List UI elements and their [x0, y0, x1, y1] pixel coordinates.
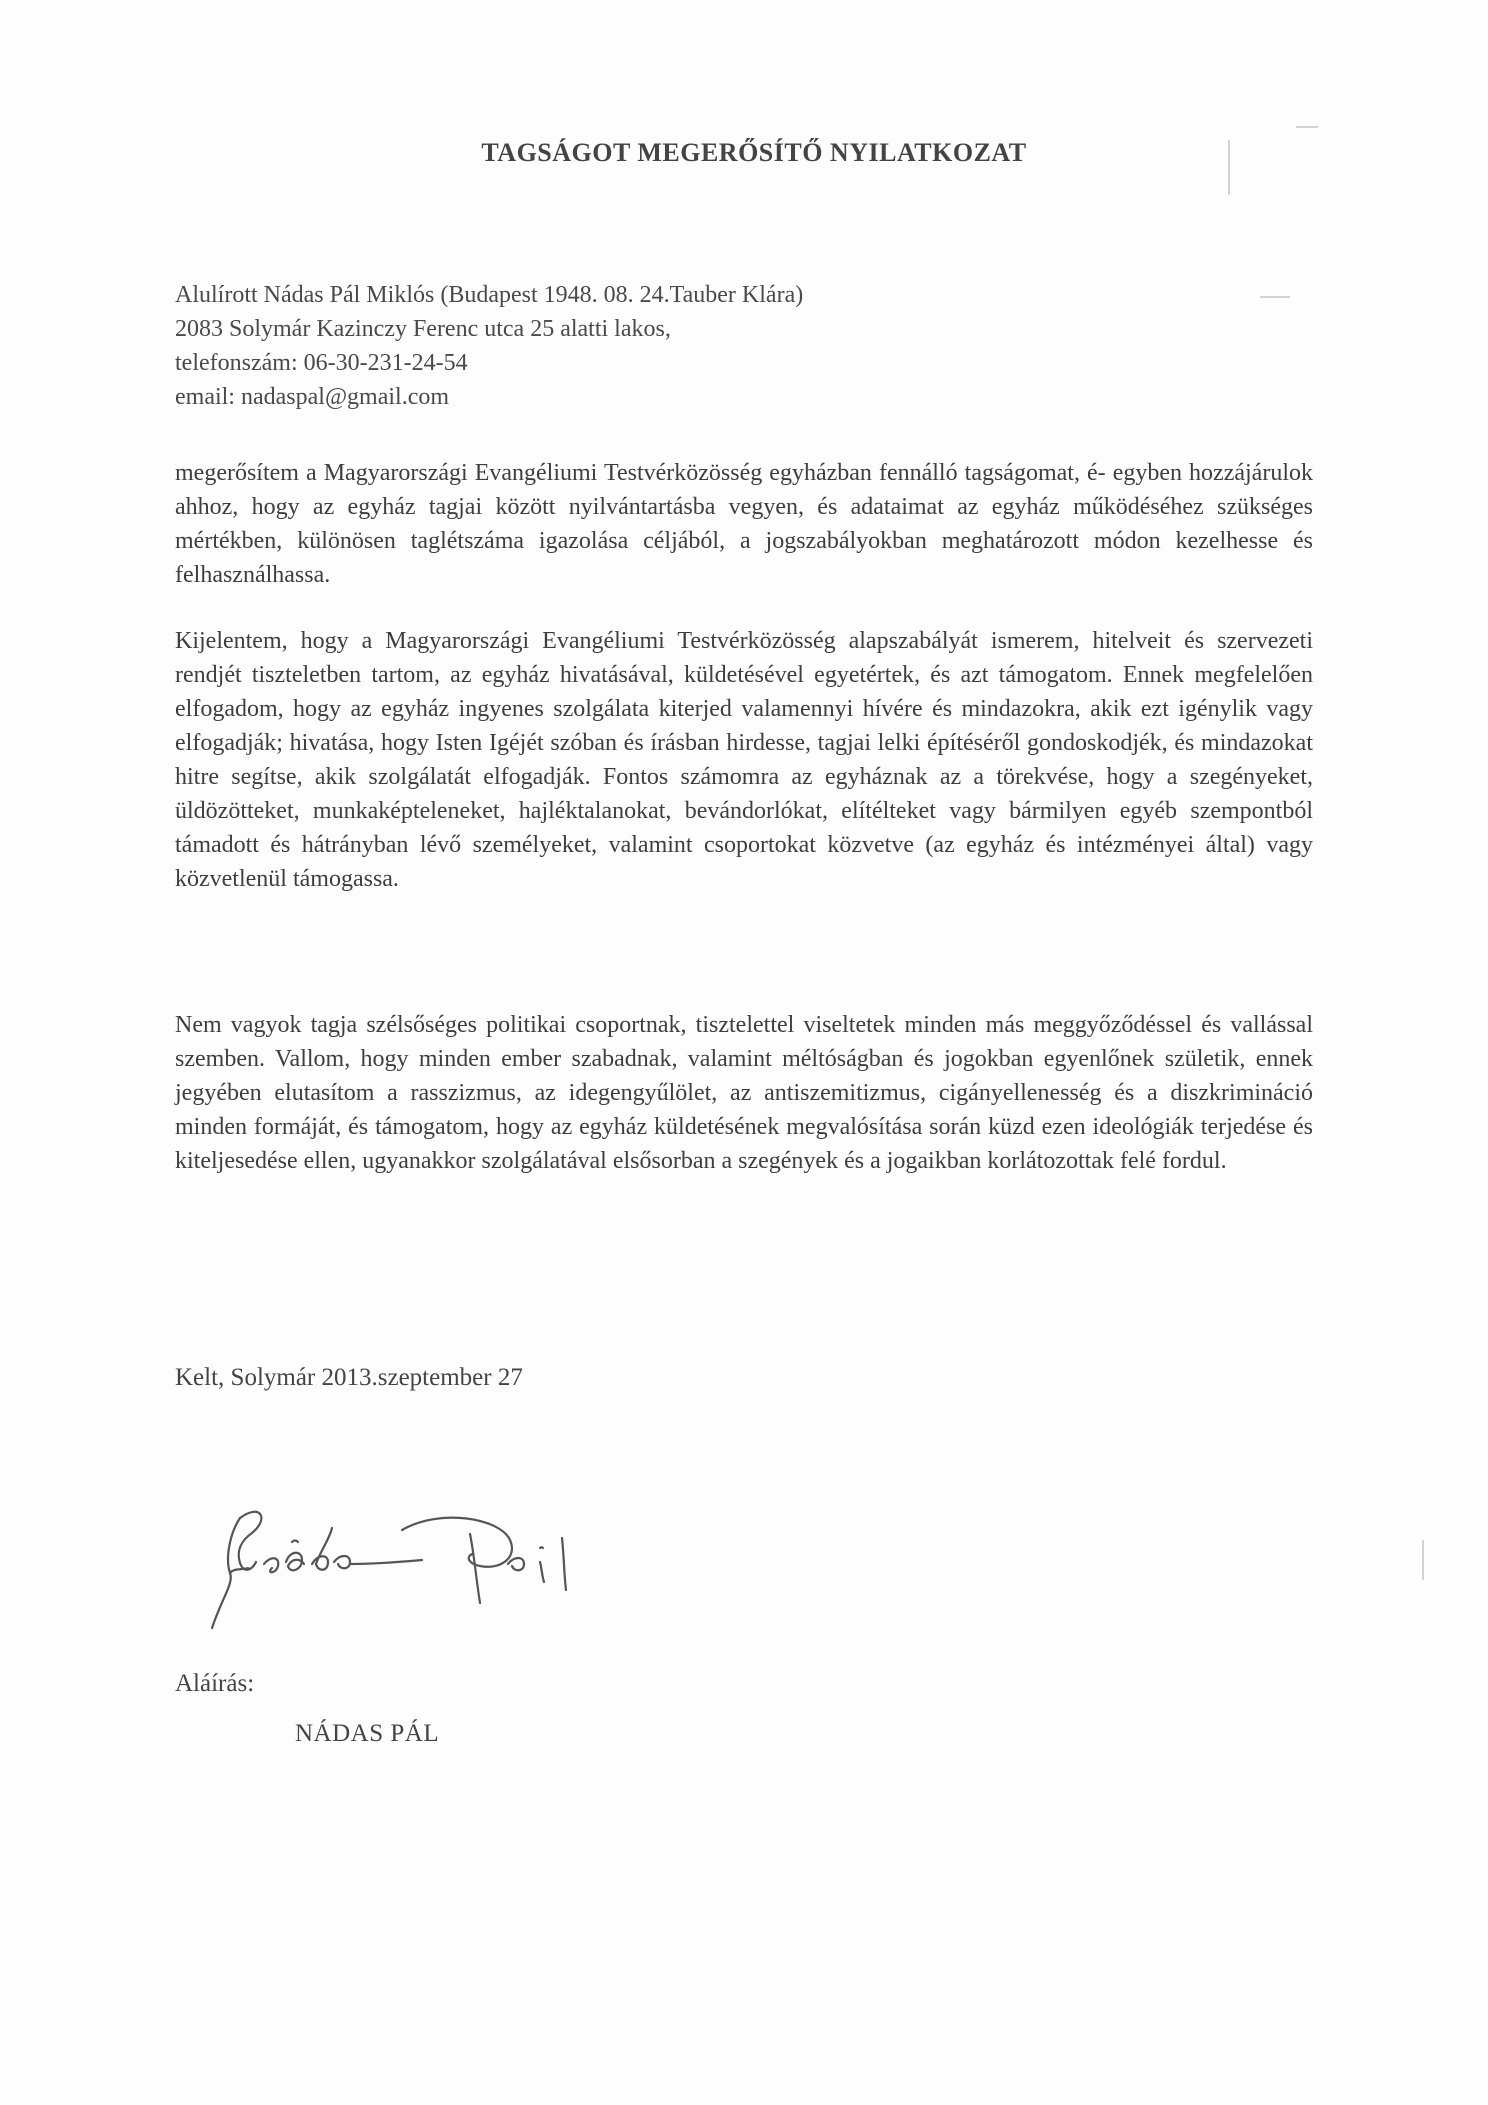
declarant-email-line: email: nadaspal@gmail.com [175, 384, 450, 410]
declarant-address-line: 2083 Solymár Kazinczy Ferenc utca 25 alatti lakos, [175, 316, 671, 342]
declarant-name-line: Alulírott Nádas Pál Miklós (Budapest 1948. 08. 24.Tauber Klára) [175, 282, 804, 308]
scan-artifact [1228, 140, 1230, 195]
dateline: Kelt, Solymár 2013.szeptember 27 [175, 1364, 523, 1391]
declarant-details [175, 278, 803, 414]
paragraph-declaration: Kijelentem, hogy a Magyarországi Evangéliumi Testvérközösség alapszabályát ismerem, hitelveit és szervezeti rendjét tiszteletben tartom, az egyház hivatásával, küldetésével egyetértek, és azt támogatom. Ennek megfelelően elfogadom, hogy az egyház ingyenes szolgálata kiterjed valamennyi hívére és mindazokra, akik ezt igénylik vagy elfogadják; hivatása, hogy Isten Igéjét szóban és írásban hirdesse, tagjai lelki építéséről gondoskodjék, és mindazokat hitre segítse, akik szolgálatát elfogadják. Fontos számomra az egyháznak az a törekvése, hogy a szegényeket, üldözötteket, munkaképteleneket, hajléktalanokat, bevándorlókat, elítélteket vagy bármilyen egyéb szempontból támadott és hátrányban lévő személyeket, valamint csoportokat közvetve (az egyház és intézményei által) vagy közvetlenül támogassa. [175, 628, 1313, 892]
handwritten-signature [200, 1478, 660, 1648]
scan-artifact [1260, 296, 1290, 298]
paragraph-consent: megerősítem a Magyarországi Evangéliumi Testvérközösség egyházban fennálló tagságomat, é- egyben hozzájárulok ahhoz, hogy az egyház tagjai között nyilvántartásba vegyen, és adataimat az egyház működéséhez szükséges mértékben, különösen taglétszáma igazolása céljából, a jogszabályokban meghatározott módon kezelhesse és felhasználhassa. [175, 460, 1313, 588]
paragraph-values: Nem vagyok tagja szélsőséges politikai csoportnak, tisztelettel viseltetek minden más meggyőződéssel és vallással szemben. Vallom, hogy minden ember szabadnak, valamint méltóságban és jogokban egyenlőnek születik, ennek jegyében elutasítom a rasszizmus, az idegengyűlölet, az antiszemitizmus, cigányellenesség és a diszkrimináció minden formáját, és támogatom, hogy az egyház küldetésének megvalósítása során küzd ezen ideológiák terjedése és kiteljesedése ellen, ugyanakkor szolgálatával elsősorban a szegények és a jogaikban korlátozottak felé fordul. [175, 1012, 1313, 1174]
document-title: TAGSÁGOT MEGERŐSÍTŐ NYILATKOZAT [481, 138, 1027, 167]
signature-label: Aláírás: [175, 1670, 255, 1697]
scan-artifact [1296, 126, 1318, 128]
scan-artifact [1422, 1540, 1424, 1580]
signatory-name: NÁDAS PÁL [295, 1720, 440, 1747]
declarant-phone-line: telefonszám: 06-30-231-24-54 [175, 350, 468, 376]
